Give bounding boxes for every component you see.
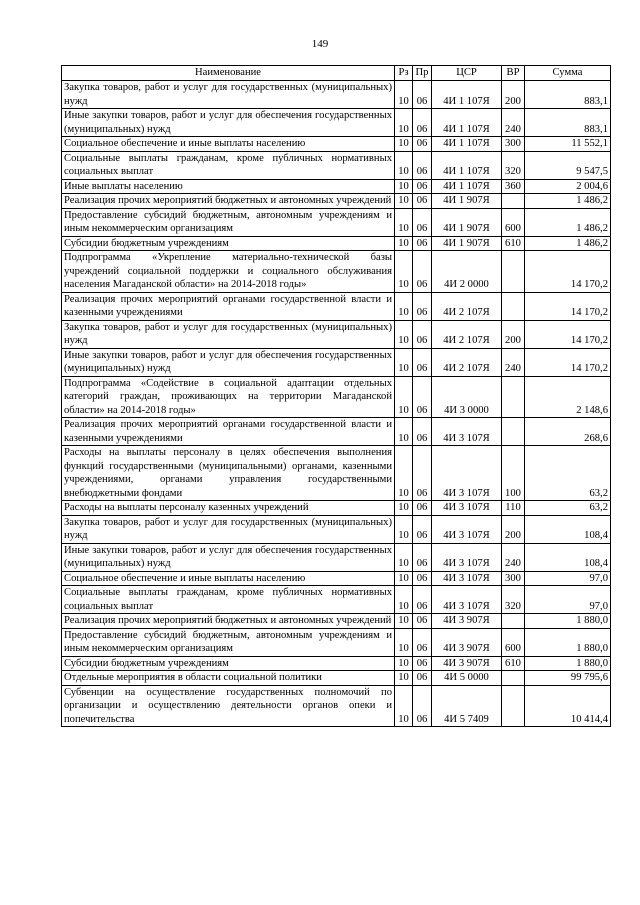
cell-name: Предоставление субсидий бюджетным, автономным учреждениям и иным некоммерческим организациям <box>62 628 395 656</box>
table-row <box>62 685 611 727</box>
cell-sum: 14 170,2 <box>525 320 611 348</box>
cell-name: Подпрограмма «Укрепление материально-технической базы учреждений социальной поддержки и социального обслуживания населения Магаданской области» на 2014-2018 годы» <box>62 251 395 293</box>
cell-vr: 300 <box>502 571 525 586</box>
cell-name: Закупка товаров, работ и услуг для государственных (муниципальных) нужд <box>62 320 395 348</box>
cell-vr: 100 <box>502 446 525 501</box>
cell-rz: 10 <box>395 376 413 418</box>
table-row <box>62 137 611 152</box>
cell-csr: 4И 1 107Я <box>432 81 502 109</box>
cell-pr: 06 <box>413 292 432 320</box>
cell-sum: 14 170,2 <box>525 251 611 293</box>
cell-sum: 108,4 <box>525 515 611 543</box>
cell-csr: 4И 1 107Я <box>432 151 502 179</box>
cell-name: Социальное обеспечение и иные выплаты населению <box>62 571 395 586</box>
cell-rz: 10 <box>395 501 413 516</box>
table-header-row <box>62 66 611 81</box>
table-row <box>62 614 611 629</box>
cell-pr: 06 <box>413 348 432 376</box>
cell-pr: 06 <box>413 81 432 109</box>
cell-rz: 10 <box>395 208 413 236</box>
cell-name: Социальные выплаты гражданам, кроме публичных нормативных социальных выплат <box>62 151 395 179</box>
cell-vr: 610 <box>502 656 525 671</box>
cell-csr: 4И 2 107Я <box>432 320 502 348</box>
cell-vr <box>502 194 525 209</box>
cell-rz: 10 <box>395 292 413 320</box>
cell-name: Отдельные мероприятия в области социальной политики <box>62 671 395 686</box>
header-name: Наименование <box>62 66 395 81</box>
cell-pr: 06 <box>413 515 432 543</box>
cell-name: Расходы на выплаты персоналу казенных учреждений <box>62 501 395 516</box>
cell-name: Иные выплаты населению <box>62 179 395 194</box>
cell-pr: 06 <box>413 418 432 446</box>
cell-vr: 200 <box>502 81 525 109</box>
cell-pr: 06 <box>413 656 432 671</box>
cell-sum: 1 880,0 <box>525 656 611 671</box>
table-row <box>62 320 611 348</box>
cell-rz: 10 <box>395 446 413 501</box>
cell-sum: 883,1 <box>525 109 611 137</box>
cell-rz: 10 <box>395 586 413 614</box>
cell-pr: 06 <box>413 614 432 629</box>
table-row <box>62 81 611 109</box>
cell-csr: 4И 3 107Я <box>432 501 502 516</box>
table-row <box>62 571 611 586</box>
cell-sum: 883,1 <box>525 81 611 109</box>
cell-vr: 360 <box>502 179 525 194</box>
cell-sum: 97,0 <box>525 571 611 586</box>
cell-sum: 2 148,6 <box>525 376 611 418</box>
cell-rz: 10 <box>395 515 413 543</box>
cell-csr: 4И 1 107Я <box>432 137 502 152</box>
cell-name: Реализация прочих мероприятий органами государственной власти и казенными учреждениями <box>62 292 395 320</box>
cell-csr: 4И 5 0000 <box>432 671 502 686</box>
cell-vr: 320 <box>502 151 525 179</box>
header-rz: Рз <box>395 66 413 81</box>
cell-pr: 06 <box>413 251 432 293</box>
cell-csr: 4И 5 7409 <box>432 685 502 727</box>
cell-vr <box>502 292 525 320</box>
cell-name: Реализация прочих мероприятий органами государственной власти и казенными учреждениями <box>62 418 395 446</box>
cell-rz: 10 <box>395 137 413 152</box>
cell-csr: 4И 3 907Я <box>432 656 502 671</box>
cell-csr: 4И 3 107Я <box>432 515 502 543</box>
cell-sum: 268,6 <box>525 418 611 446</box>
page-number: 149 <box>311 38 329 50</box>
cell-vr: 240 <box>502 348 525 376</box>
cell-sum: 10 414,4 <box>525 685 611 727</box>
table-row <box>62 543 611 571</box>
table-row <box>62 348 611 376</box>
cell-sum: 1 486,2 <box>525 236 611 251</box>
cell-sum: 63,2 <box>525 446 611 501</box>
cell-sum: 108,4 <box>525 543 611 571</box>
cell-name: Закупка товаров, работ и услуг для государственных (муниципальных) нужд <box>62 81 395 109</box>
cell-rz: 10 <box>395 194 413 209</box>
cell-name: Реализация прочих мероприятий бюджетных и автономных учреждений <box>62 614 395 629</box>
cell-csr: 4И 2 107Я <box>432 348 502 376</box>
cell-csr: 4И 2 0000 <box>432 251 502 293</box>
cell-vr <box>502 418 525 446</box>
cell-sum: 99 795,6 <box>525 671 611 686</box>
cell-name: Иные закупки товаров, работ и услуг для обеспечения государственных (муниципальных) нужд <box>62 109 395 137</box>
cell-csr: 4И 1 107Я <box>432 179 502 194</box>
cell-csr: 4И 3 107Я <box>432 418 502 446</box>
cell-name: Подпрограмма «Содействие в социальной адаптации отдельных категорий граждан, проживающих на территории Магаданской области» на 2014-2018 годы» <box>62 376 395 418</box>
cell-pr: 06 <box>413 685 432 727</box>
table-row <box>62 376 611 418</box>
table-row <box>62 446 611 501</box>
header-csr: ЦСР <box>432 66 502 81</box>
cell-name: Расходы на выплаты персоналу в целях обеспечения выполнения функций государственными (муниципальными) органами, казенными учреждениями, органами управления государственными внебюджетными фондами <box>62 446 395 501</box>
cell-csr: 4И 3 107Я <box>432 543 502 571</box>
budget-table <box>61 65 611 727</box>
table-row <box>62 586 611 614</box>
cell-name: Предоставление субсидий бюджетным, автономным учреждениям и иным некоммерческим организациям <box>62 208 395 236</box>
cell-vr: 110 <box>502 501 525 516</box>
cell-sum: 63,2 <box>525 501 611 516</box>
table-row <box>62 515 611 543</box>
table-row <box>62 671 611 686</box>
cell-vr: 600 <box>502 628 525 656</box>
cell-vr <box>502 376 525 418</box>
cell-rz: 10 <box>395 418 413 446</box>
cell-vr <box>502 251 525 293</box>
cell-rz: 10 <box>395 628 413 656</box>
cell-rz: 10 <box>395 179 413 194</box>
cell-name: Закупка товаров, работ и услуг для государственных (муниципальных) нужд <box>62 515 395 543</box>
table-row <box>62 656 611 671</box>
cell-sum: 2 004,6 <box>525 179 611 194</box>
cell-name: Социальные выплаты гражданам, кроме публичных нормативных социальных выплат <box>62 586 395 614</box>
cell-rz: 10 <box>395 614 413 629</box>
cell-pr: 06 <box>413 320 432 348</box>
cell-name: Реализация прочих мероприятий бюджетных и автономных учреждений <box>62 194 395 209</box>
cell-vr: 200 <box>502 320 525 348</box>
cell-name: Социальное обеспечение и иные выплаты населению <box>62 137 395 152</box>
cell-vr: 240 <box>502 543 525 571</box>
cell-rz: 10 <box>395 571 413 586</box>
cell-rz: 10 <box>395 685 413 727</box>
table-row <box>62 292 611 320</box>
cell-rz: 10 <box>395 348 413 376</box>
table-row <box>62 109 611 137</box>
header-sum: Сумма <box>525 66 611 81</box>
cell-csr: 4И 3 0000 <box>432 376 502 418</box>
cell-csr: 4И 1 907Я <box>432 236 502 251</box>
cell-rz: 10 <box>395 109 413 137</box>
cell-name: Субсидии бюджетным учреждениям <box>62 236 395 251</box>
cell-rz: 10 <box>395 236 413 251</box>
cell-csr: 4И 1 107Я <box>432 109 502 137</box>
cell-sum: 9 547,5 <box>525 151 611 179</box>
cell-rz: 10 <box>395 671 413 686</box>
cell-rz: 10 <box>395 151 413 179</box>
cell-pr: 06 <box>413 137 432 152</box>
table-row <box>62 151 611 179</box>
cell-sum: 14 170,2 <box>525 348 611 376</box>
cell-csr: 4И 3 907Я <box>432 614 502 629</box>
header-vr: ВР <box>502 66 525 81</box>
cell-name: Субвенции на осуществление государственных полномочий по организации и осуществлению деятельности органов опеки и попечительства <box>62 685 395 727</box>
table-row <box>62 194 611 209</box>
table-row <box>62 251 611 293</box>
cell-sum: 1 880,0 <box>525 628 611 656</box>
table-row <box>62 418 611 446</box>
table-body <box>62 81 611 727</box>
cell-sum: 11 552,1 <box>525 137 611 152</box>
cell-vr: 300 <box>502 137 525 152</box>
cell-csr: 4И 3 907Я <box>432 628 502 656</box>
cell-pr: 06 <box>413 671 432 686</box>
cell-sum: 1 880,0 <box>525 614 611 629</box>
cell-vr <box>502 614 525 629</box>
cell-csr: 4И 3 107Я <box>432 586 502 614</box>
cell-sum: 1 486,2 <box>525 194 611 209</box>
cell-vr: 600 <box>502 208 525 236</box>
cell-name: Иные закупки товаров, работ и услуг для обеспечения государственных (муниципальных) нужд <box>62 348 395 376</box>
cell-vr: 320 <box>502 586 525 614</box>
cell-pr: 06 <box>413 543 432 571</box>
table-row <box>62 208 611 236</box>
cell-rz: 10 <box>395 320 413 348</box>
table-row <box>62 628 611 656</box>
table-row <box>62 501 611 516</box>
cell-pr: 06 <box>413 376 432 418</box>
cell-rz: 10 <box>395 251 413 293</box>
cell-pr: 06 <box>413 179 432 194</box>
cell-csr: 4И 1 907Я <box>432 208 502 236</box>
cell-vr <box>502 671 525 686</box>
cell-vr: 610 <box>502 236 525 251</box>
cell-pr: 06 <box>413 208 432 236</box>
cell-pr: 06 <box>413 151 432 179</box>
table-row <box>62 179 611 194</box>
cell-sum: 97,0 <box>525 586 611 614</box>
cell-pr: 06 <box>413 501 432 516</box>
cell-csr: 4И 3 107Я <box>432 446 502 501</box>
cell-csr: 4И 1 907Я <box>432 194 502 209</box>
cell-sum: 1 486,2 <box>525 208 611 236</box>
table-row <box>62 236 611 251</box>
cell-csr: 4И 3 107Я <box>432 571 502 586</box>
cell-pr: 06 <box>413 194 432 209</box>
cell-vr <box>502 685 525 727</box>
cell-vr: 240 <box>502 109 525 137</box>
cell-rz: 10 <box>395 656 413 671</box>
header-pr: Пр <box>413 66 432 81</box>
cell-csr: 4И 2 107Я <box>432 292 502 320</box>
cell-pr: 06 <box>413 109 432 137</box>
cell-pr: 06 <box>413 446 432 501</box>
cell-rz: 10 <box>395 81 413 109</box>
cell-name: Иные закупки товаров, работ и услуг для обеспечения государственных (муниципальных) нужд <box>62 543 395 571</box>
cell-vr: 200 <box>502 515 525 543</box>
cell-sum: 14 170,2 <box>525 292 611 320</box>
cell-name: Субсидии бюджетным учреждениям <box>62 656 395 671</box>
cell-pr: 06 <box>413 571 432 586</box>
cell-rz: 10 <box>395 543 413 571</box>
cell-pr: 06 <box>413 236 432 251</box>
cell-pr: 06 <box>413 628 432 656</box>
cell-pr: 06 <box>413 586 432 614</box>
